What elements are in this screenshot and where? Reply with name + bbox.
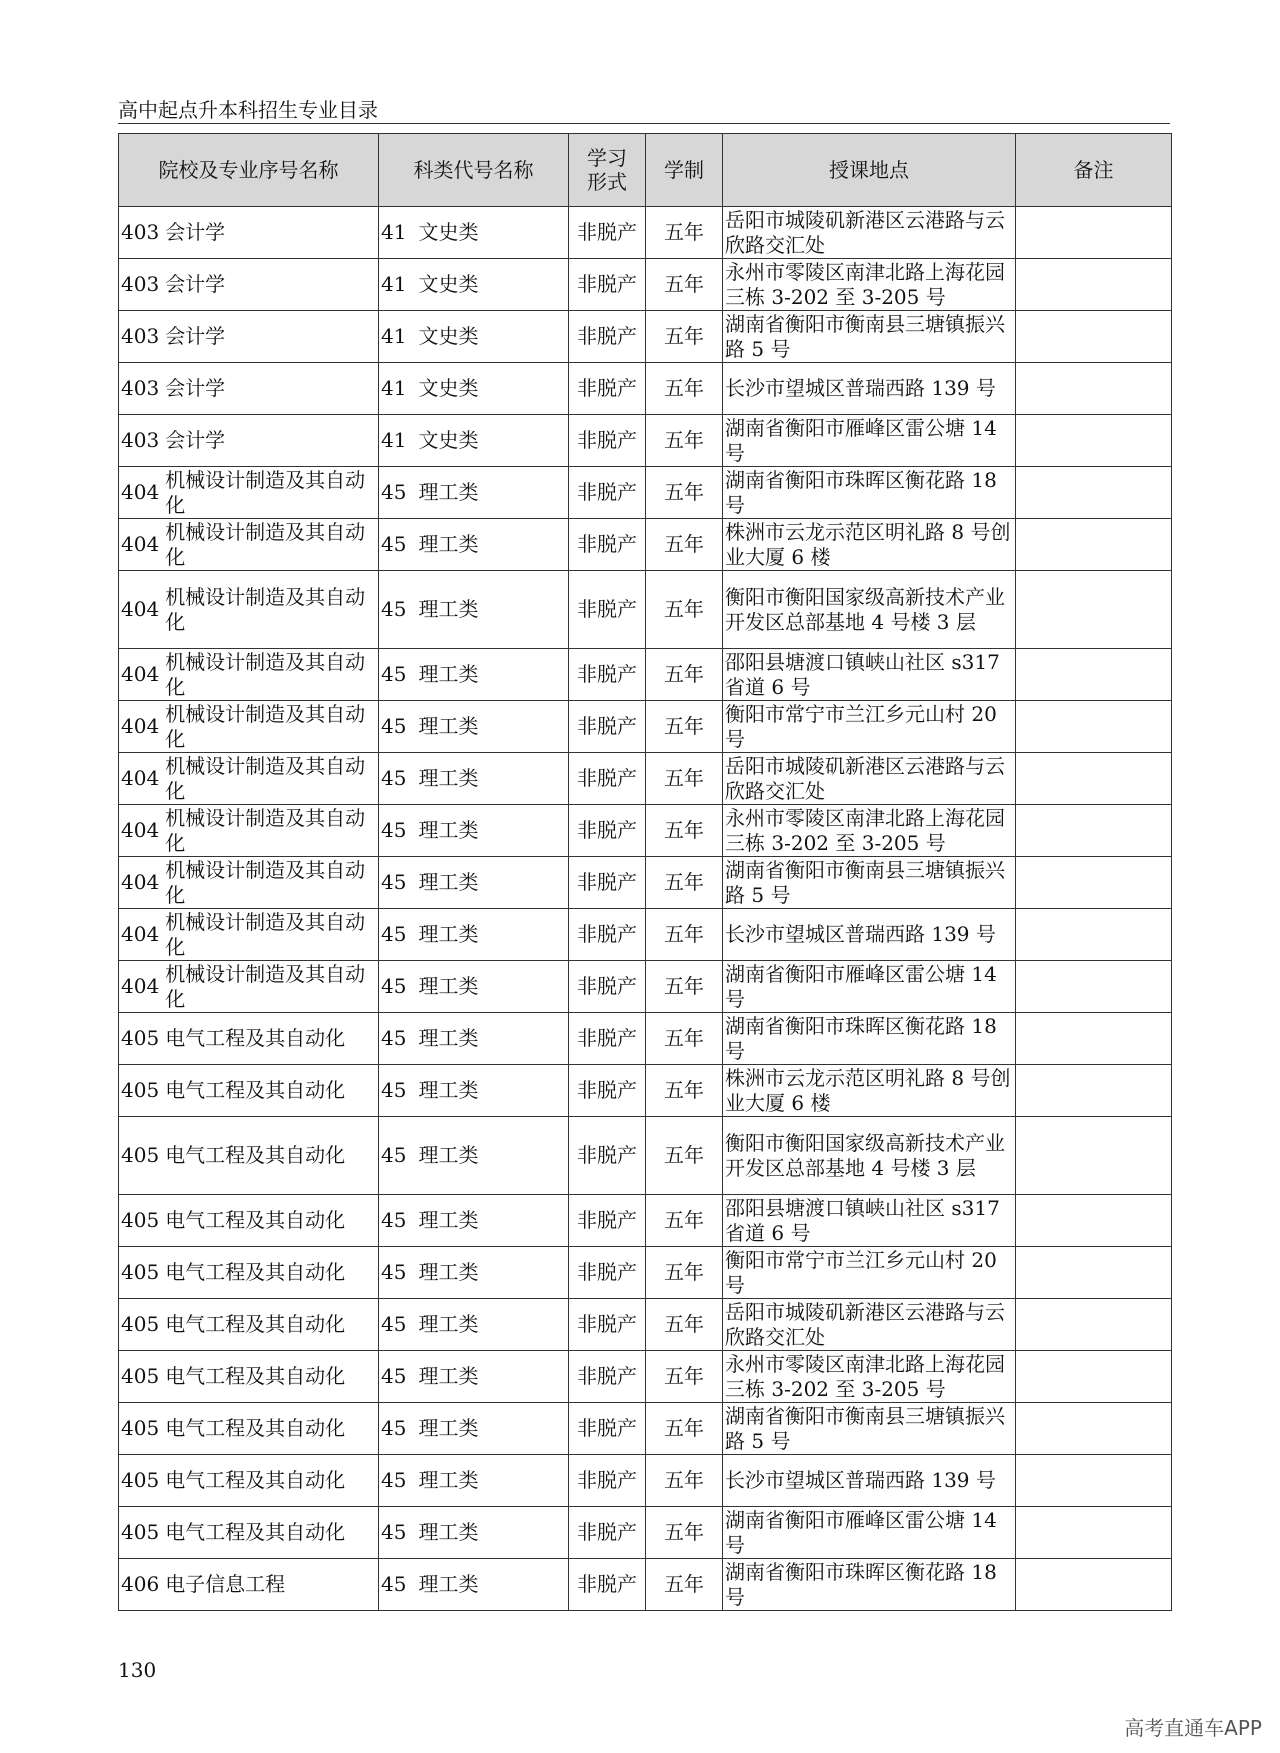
major-code: 404 [121,818,160,842]
category-name: 理工类 [418,922,479,946]
category-code: 41 [381,428,407,452]
major-code: 403 [121,272,160,296]
program-catalog-table [118,133,1172,1611]
column-header-category: 科类代号名称 [379,134,569,207]
study-form-cell: 非脱产 [569,1351,646,1403]
note-cell [1016,571,1172,649]
table-row [119,519,1172,571]
location-cell: 湖南省衡阳市衡南县三塘镇振兴路 5 号 [723,1403,1016,1455]
major-name: 会计学 [165,428,226,452]
location-cell: 湖南省衡阳市珠晖区衡花路 18 号 [723,1559,1016,1611]
table-row [119,363,1172,415]
location-cell: 长沙市望城区普瑞西路 139 号 [723,1455,1016,1507]
table-row [119,1403,1172,1455]
major-name: 电子信息工程 [165,1572,286,1596]
major-name: 电气工程及其自动化 [165,1312,346,1336]
major-name: 机械设计制造及其自动化 [165,805,366,855]
note-cell [1016,467,1172,519]
category-cell [379,1559,569,1611]
major-code: 404 [121,714,160,738]
major-code: 404 [121,922,160,946]
note-cell [1016,909,1172,961]
category-name: 理工类 [418,662,479,686]
table-row [119,311,1172,363]
location-cell: 邵阳县塘渡口镇峡山社区 s317 省道 6 号 [723,649,1016,701]
study-form-cell: 非脱产 [569,701,646,753]
table-row [119,1299,1172,1351]
location-cell: 湖南省衡阳市雁峰区雷公塘 14 号 [723,1507,1016,1559]
major-cell [119,1299,379,1351]
category-name: 理工类 [418,870,479,894]
category-code: 45 [381,1078,407,1102]
major-code: 403 [121,220,160,244]
category-name: 理工类 [418,818,479,842]
major-cell [119,701,379,753]
note-cell [1016,961,1172,1013]
category-code: 45 [381,480,407,504]
major-name: 机械设计制造及其自动化 [165,857,366,907]
category-cell [379,207,569,259]
major-name: 电气工程及其自动化 [165,1520,346,1544]
location-cell: 湖南省衡阳市雁峰区雷公塘 14 号 [723,961,1016,1013]
study-form-cell: 非脱产 [569,311,646,363]
major-code: 405 [121,1143,160,1167]
location-cell: 衡阳市常宁市兰江乡元山村 20 号 [723,1247,1016,1299]
category-code: 45 [381,818,407,842]
category-name: 文史类 [418,220,479,244]
table-row [119,961,1172,1013]
category-cell [379,415,569,467]
study-form-cell: 非脱产 [569,1455,646,1507]
major-cell [119,1247,379,1299]
category-cell [379,519,569,571]
location-cell: 长沙市望城区普瑞西路 139 号 [723,909,1016,961]
watermark-text: 高考直通车APP [1124,1716,1262,1740]
category-cell [379,961,569,1013]
table-row [119,1247,1172,1299]
location-cell: 湖南省衡阳市衡南县三塘镇振兴路 5 号 [723,311,1016,363]
category-name: 文史类 [418,428,479,452]
note-cell [1016,805,1172,857]
column-header-note: 备注 [1016,134,1172,207]
category-code: 41 [381,272,407,296]
category-code: 45 [381,1520,407,1544]
major-name: 电气工程及其自动化 [165,1260,346,1284]
category-cell [379,1299,569,1351]
major-name: 机械设计制造及其自动化 [165,649,366,699]
study-form-cell: 非脱产 [569,1013,646,1065]
study-form-cell: 非脱产 [569,1403,646,1455]
study-form-cell: 非脱产 [569,207,646,259]
major-name: 电气工程及其自动化 [165,1364,346,1388]
table-row [119,701,1172,753]
major-code: 405 [121,1520,160,1544]
major-code: 405 [121,1468,160,1492]
major-name: 机械设计制造及其自动化 [165,584,366,634]
duration-cell: 五年 [646,1351,723,1403]
category-cell [379,1065,569,1117]
note-cell [1016,649,1172,701]
major-cell [119,363,379,415]
category-code: 45 [381,1468,407,1492]
study-form-cell: 非脱产 [569,1299,646,1351]
category-cell [379,311,569,363]
category-code: 45 [381,1364,407,1388]
category-code: 45 [381,1572,407,1596]
note-cell [1016,1403,1172,1455]
location-cell: 永州市零陵区南津北路上海花园三栋 3-202 至 3-205 号 [723,1351,1016,1403]
table-row [119,1195,1172,1247]
study-form-cell: 非脱产 [569,1117,646,1195]
major-name: 机械设计制造及其自动化 [165,467,366,517]
category-code: 41 [381,220,407,244]
category-name: 理工类 [418,532,479,556]
category-name: 理工类 [418,1026,479,1050]
major-name: 会计学 [165,272,226,296]
note-cell [1016,857,1172,909]
category-name: 理工类 [418,597,479,621]
major-cell [119,1455,379,1507]
duration-cell: 五年 [646,519,723,571]
category-name: 理工类 [418,1520,479,1544]
major-cell [119,207,379,259]
category-cell [379,805,569,857]
category-code: 41 [381,324,407,348]
category-code: 45 [381,974,407,998]
study-form-cell: 非脱产 [569,909,646,961]
duration-cell: 五年 [646,467,723,519]
table-row [119,909,1172,961]
column-header-study-form: 学习形式 [569,134,646,207]
study-form-cell: 非脱产 [569,259,646,311]
table-header [119,134,1172,207]
location-cell: 永州市零陵区南津北路上海花园三栋 3-202 至 3-205 号 [723,805,1016,857]
major-cell [119,519,379,571]
major-name: 机械设计制造及其自动化 [165,909,366,959]
location-cell: 衡阳市衡阳国家级高新技术产业开发区总部基地 4 号楼 3 层 [723,571,1016,649]
location-cell: 株洲市云龙示范区明礼路 8 号创业大厦 6 楼 [723,519,1016,571]
duration-cell: 五年 [646,1013,723,1065]
major-cell [119,961,379,1013]
duration-cell: 五年 [646,1065,723,1117]
category-cell [379,909,569,961]
major-code: 405 [121,1208,160,1232]
duration-cell: 五年 [646,1455,723,1507]
note-cell [1016,1507,1172,1559]
study-form-cell: 非脱产 [569,1507,646,1559]
major-code: 403 [121,428,160,452]
table-row [119,1117,1172,1195]
study-form-cell: 非脱产 [569,1195,646,1247]
header-divider [118,123,1170,124]
location-cell: 岳阳市城陵矶新港区云港路与云欣路交汇处 [723,753,1016,805]
category-name: 理工类 [418,1078,479,1102]
duration-cell: 五年 [646,961,723,1013]
category-code: 41 [381,376,407,400]
duration-cell: 五年 [646,1559,723,1611]
duration-cell: 五年 [646,1507,723,1559]
column-header-location: 授课地点 [723,134,1016,207]
note-cell [1016,1065,1172,1117]
major-code: 406 [121,1572,160,1596]
table-row [119,1351,1172,1403]
note-cell [1016,363,1172,415]
major-cell [119,571,379,649]
major-name: 机械设计制造及其自动化 [165,961,366,1011]
table-row [119,753,1172,805]
location-cell: 湖南省衡阳市雁峰区雷公塘 14 号 [723,415,1016,467]
study-form-cell: 非脱产 [569,1247,646,1299]
major-code: 404 [121,597,160,621]
category-name: 理工类 [418,1312,479,1336]
page-number: 130 [118,1658,157,1682]
major-name: 电气工程及其自动化 [165,1416,346,1440]
category-cell [379,1013,569,1065]
location-cell: 岳阳市城陵矶新港区云港路与云欣路交汇处 [723,207,1016,259]
category-cell [379,1507,569,1559]
study-form-cell: 非脱产 [569,363,646,415]
major-code: 405 [121,1416,160,1440]
study-form-cell: 非脱产 [569,805,646,857]
duration-cell: 五年 [646,909,723,961]
category-cell [379,1351,569,1403]
major-code: 405 [121,1312,160,1336]
major-cell [119,1351,379,1403]
duration-cell: 五年 [646,259,723,311]
category-name: 理工类 [418,480,479,504]
category-name: 理工类 [418,1208,479,1232]
category-cell [379,753,569,805]
table-row [119,415,1172,467]
category-name: 理工类 [418,1468,479,1492]
category-code: 45 [381,532,407,556]
major-name: 机械设计制造及其自动化 [165,753,366,803]
table-row [119,805,1172,857]
note-cell [1016,207,1172,259]
table-body [119,207,1172,1611]
major-name: 机械设计制造及其自动化 [165,701,366,751]
category-name: 理工类 [418,1572,479,1596]
category-code: 45 [381,1312,407,1336]
category-name: 文史类 [418,324,479,348]
category-name: 理工类 [418,766,479,790]
note-cell [1016,1013,1172,1065]
note-cell [1016,1559,1172,1611]
major-code: 405 [121,1260,160,1284]
study-form-cell: 非脱产 [569,1065,646,1117]
category-code: 45 [381,766,407,790]
major-name: 机械设计制造及其自动化 [165,519,366,569]
note-cell [1016,1299,1172,1351]
table-row [119,207,1172,259]
major-name: 电气工程及其自动化 [165,1208,346,1232]
category-name: 理工类 [418,1260,479,1284]
study-form-cell: 非脱产 [569,753,646,805]
table-row [119,1559,1172,1611]
location-cell: 岳阳市城陵矶新港区云港路与云欣路交汇处 [723,1299,1016,1351]
major-cell [119,805,379,857]
category-cell [379,363,569,415]
duration-cell: 五年 [646,415,723,467]
duration-cell: 五年 [646,207,723,259]
category-name: 理工类 [418,1364,479,1388]
duration-cell: 五年 [646,857,723,909]
table-row [119,259,1172,311]
location-cell: 永州市零陵区南津北路上海花园三栋 3-202 至 3-205 号 [723,259,1016,311]
major-cell [119,1117,379,1195]
study-form-cell: 非脱产 [569,961,646,1013]
category-cell [379,857,569,909]
duration-cell: 五年 [646,701,723,753]
major-code: 404 [121,480,160,504]
major-cell [119,1403,379,1455]
duration-cell: 五年 [646,363,723,415]
category-code: 45 [381,1260,407,1284]
table-row [119,1455,1172,1507]
table-row [119,649,1172,701]
table-row [119,571,1172,649]
duration-cell: 五年 [646,1195,723,1247]
category-cell [379,1247,569,1299]
major-cell [119,1559,379,1611]
major-cell [119,467,379,519]
note-cell [1016,1351,1172,1403]
study-form-cell: 非脱产 [569,571,646,649]
major-code: 405 [121,1078,160,1102]
duration-cell: 五年 [646,805,723,857]
category-cell [379,649,569,701]
major-code: 403 [121,324,160,348]
major-cell [119,415,379,467]
category-name: 理工类 [418,714,479,738]
note-cell [1016,701,1172,753]
major-cell [119,259,379,311]
major-cell [119,1013,379,1065]
location-cell: 湖南省衡阳市珠晖区衡花路 18 号 [723,467,1016,519]
table-row [119,1065,1172,1117]
table-row [119,1013,1172,1065]
note-cell [1016,1455,1172,1507]
column-header-duration: 学制 [646,134,723,207]
major-code: 404 [121,870,160,894]
page-header-title: 高中起点升本科招生专业目录 [118,98,378,122]
location-cell: 衡阳市衡阳国家级高新技术产业开发区总部基地 4 号楼 3 层 [723,1117,1016,1195]
category-code: 45 [381,1208,407,1232]
category-cell [379,1195,569,1247]
location-cell: 长沙市望城区普瑞西路 139 号 [723,363,1016,415]
note-cell [1016,415,1172,467]
category-code: 45 [381,597,407,621]
location-cell: 衡阳市常宁市兰江乡元山村 20 号 [723,701,1016,753]
study-form-cell: 非脱产 [569,519,646,571]
category-name: 文史类 [418,376,479,400]
major-name: 电气工程及其自动化 [165,1078,346,1102]
note-cell [1016,311,1172,363]
major-cell [119,1195,379,1247]
note-cell [1016,1247,1172,1299]
major-cell [119,909,379,961]
major-name: 会计学 [165,324,226,348]
study-form-cell: 非脱产 [569,649,646,701]
category-code: 45 [381,662,407,686]
duration-cell: 五年 [646,649,723,701]
category-cell [379,259,569,311]
location-cell: 株洲市云龙示范区明礼路 8 号创业大厦 6 楼 [723,1065,1016,1117]
category-cell [379,467,569,519]
category-name: 理工类 [418,1416,479,1440]
major-cell [119,649,379,701]
category-cell [379,571,569,649]
note-cell [1016,519,1172,571]
table-row [119,1507,1172,1559]
duration-cell: 五年 [646,753,723,805]
major-cell [119,857,379,909]
major-cell [119,1065,379,1117]
table-row [119,467,1172,519]
category-code: 45 [381,1143,407,1167]
major-name: 电气工程及其自动化 [165,1026,346,1050]
category-cell [379,1455,569,1507]
location-cell: 邵阳县塘渡口镇峡山社区 s317 省道 6 号 [723,1195,1016,1247]
duration-cell: 五年 [646,1299,723,1351]
note-cell [1016,1117,1172,1195]
major-code: 404 [121,662,160,686]
column-header-major: 院校及专业序号名称 [119,134,379,207]
category-code: 45 [381,870,407,894]
study-form-cell: 非脱产 [569,467,646,519]
note-cell [1016,753,1172,805]
table-row [119,857,1172,909]
duration-cell: 五年 [646,571,723,649]
category-code: 45 [381,1026,407,1050]
duration-cell: 五年 [646,1247,723,1299]
major-name: 电气工程及其自动化 [165,1468,346,1492]
study-form-cell: 非脱产 [569,857,646,909]
major-code: 404 [121,766,160,790]
location-cell: 湖南省衡阳市衡南县三塘镇振兴路 5 号 [723,857,1016,909]
study-form-cell: 非脱产 [569,1559,646,1611]
study-form-cell: 非脱产 [569,415,646,467]
major-code: 404 [121,532,160,556]
category-name: 理工类 [418,1143,479,1167]
category-cell [379,1117,569,1195]
major-code: 405 [121,1026,160,1050]
location-cell: 湖南省衡阳市珠晖区衡花路 18 号 [723,1013,1016,1065]
major-code: 404 [121,974,160,998]
major-name: 会计学 [165,376,226,400]
note-cell [1016,259,1172,311]
major-name: 会计学 [165,220,226,244]
category-code: 45 [381,922,407,946]
major-code: 403 [121,376,160,400]
duration-cell: 五年 [646,1403,723,1455]
duration-cell: 五年 [646,311,723,363]
major-cell [119,1507,379,1559]
major-cell [119,311,379,363]
category-code: 45 [381,714,407,738]
major-cell [119,753,379,805]
note-cell [1016,1195,1172,1247]
category-name: 文史类 [418,272,479,296]
category-code: 45 [381,1416,407,1440]
major-name: 电气工程及其自动化 [165,1143,346,1167]
category-cell [379,701,569,753]
major-code: 405 [121,1364,160,1388]
category-cell [379,1403,569,1455]
category-name: 理工类 [418,974,479,998]
duration-cell: 五年 [646,1117,723,1195]
